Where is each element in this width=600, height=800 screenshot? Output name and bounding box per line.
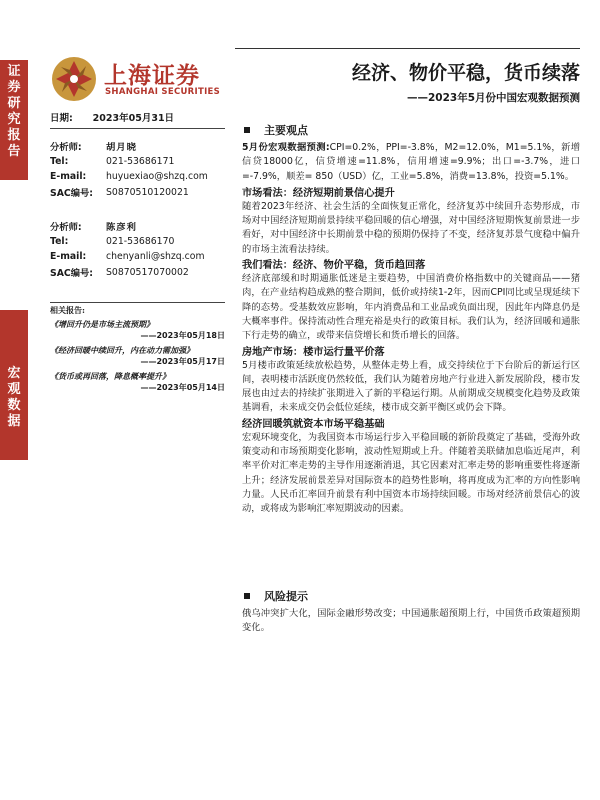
section-market-view-heading: 市场看法：经济短期前景信心提升 — [242, 186, 395, 199]
analyst-email[interactable]: huyuexiao@shzq.com — [106, 171, 208, 183]
key-points-title: 主要观点 — [264, 124, 308, 137]
key-points-heading — [242, 122, 580, 138]
logo-name-cn: 上海证券 — [104, 63, 200, 89]
analyst-block-2 — [50, 218, 225, 280]
risk-title: 风险提示 — [264, 590, 308, 603]
related-report-title[interactable]: 《货币或再回落，降息概率提升》 — [50, 371, 170, 381]
related-title: 相关报告: — [50, 305, 85, 315]
email-label: E-mail: — [50, 171, 87, 183]
tel-label: Tel: — [50, 235, 69, 247]
related-report-date: ——2023年05月17日 — [140, 357, 225, 366]
analyst-name: 陈彦利 — [106, 221, 137, 233]
analyst-name: 胡月晓 — [106, 141, 137, 153]
related-reports — [50, 305, 225, 397]
side-label-macro-data: 宏观数据 — [7, 366, 21, 429]
risk-section — [242, 588, 580, 636]
related-report-date: ——2023年05月14日 — [140, 383, 225, 392]
analyst-label: 分析师: — [50, 221, 82, 233]
square-bullet-icon — [244, 593, 250, 599]
section-market-view-text: 随着2023年经济、社会生活的全面恢复正常化，经济复苏中续回升态势形成，市场对中国经济短期前景持续平稳回暖的信心增强，对中国经济短期恢复前景进一步看好，对中国经济中长期前景中稳的预期仍保持了不变，经济复苏景气度稳中偏升的市场主流看法持续。 — [242, 200, 580, 255]
section-capital-market-heading: 经济回暖筑就资本市场平稳基础 — [242, 417, 385, 430]
side-label-research-report: 证券研究报告 — [7, 64, 21, 159]
date-value: 2023年05月31日 — [92, 113, 175, 124]
risk-heading — [242, 588, 580, 604]
forecast-summary — [242, 141, 580, 184]
analyst-block-1 — [50, 138, 225, 200]
risk-text: 俄乌冲突扩大化，国际金融形势改变；中国通胀超预期上行，中国货币政策超预期变化。 — [242, 608, 580, 634]
section-real-estate-heading: 房地产市场：楼市运行量平价落 — [242, 345, 385, 358]
side-strip — [0, 0, 28, 800]
company-logo — [50, 55, 221, 105]
logo-name-en: SHANGHAI SECURITIES — [105, 87, 221, 97]
analyst-sac: S0870510120021 — [106, 186, 189, 198]
section-capital-market-text: 宏观环境变化，为我国资本市场运行步入平稳回暖的新阶段奠定了基础，受海外政策变动和市场预期变化影响，波动性短期或上升。伴随着美联储加息临近尾声，利率平价对汇率走势的主导作用逐渐消退，其它因素对汇率走势的影响重要性将逐渐上升；经济发展前景差异对国际资本的趋势性影响，将再度成为汇率的方向性影响力量。人民币汇率回升前景有利中国资本市场持续回暖。市场对经济前景信心的波动，或将成为影响汇率短期波动的因素。 — [242, 431, 580, 515]
main-content — [242, 122, 580, 517]
date-label: 日期: — [50, 113, 73, 124]
related-report-date: ——2023年05月18日 — [140, 331, 225, 340]
sac-label: SAC编号: — [50, 188, 94, 200]
tel-label: Tel: — [50, 155, 69, 167]
shanghai-securities-logo-icon — [50, 55, 98, 103]
related-report-title[interactable]: 《经济回暖中续回升，内在动力需加强》 — [50, 345, 194, 355]
date-divider — [50, 128, 225, 129]
forecast-text: CPI=0.2%，PPI=-3.8%，M2=12.0%，M1=5.1%，新增信贷18000亿，信贷增速=11.8%，信用增速=9.9%；出口=-3.7%，进口=-7.9%，顺差= 850（USD）亿，工业=5.8%，消费=13.8%，投资=5.1%。 — [242, 142, 581, 182]
section-our-view-text: 经济底部缓和时期通胀低迷是主要趋势，中国消费价格指数中的关键商品——猪肉，在产业结构趋成熟的整合期间，低价或持续1-2年，因而CPI同比或呈现延续下降的态势。受基数效应影响，年内消费品和工业品或负面出现，因此年内降息仍是大概率事件。保持流动性合理充裕是央行的政策目标。我们认为，经济回暖和通胀下行走势的确立，或带来信贷增长和货币增长的回落。 — [242, 273, 580, 342]
analyst-label: 分析师: — [50, 141, 82, 153]
related-divider — [50, 302, 225, 303]
section-our-view-heading: 我们看法：经济、物价平稳，货币趋回落 — [242, 259, 426, 272]
report-title: 经济、物价平稳，货币续落 — [351, 62, 580, 84]
sac-label: SAC编号: — [50, 268, 94, 280]
section-real-estate-text: 5月楼市政策延续放松趋势，从整体走势上看，成交持续位于下台阶后的新运行区间，表明楼市活跃度仍然较低，我们认为随着房地产行业进入新发展阶段，楼市发展也由过去的持续扩张期进入了新的平稳运行期。从前期成交规模变化趋势及政策基调看，未来成交仍会低位延续，楼市成交新平衡区或仍会下降。 — [242, 359, 580, 414]
analyst-tel: 021-53686171 — [106, 155, 175, 167]
report-subtitle: ——2023年5月份中国宏观数据预测 — [406, 92, 580, 104]
analyst-email[interactable]: chenyanli@shzq.com — [106, 251, 205, 263]
square-bullet-icon — [244, 127, 250, 133]
report-date — [50, 110, 225, 124]
analyst-tel: 021-53686170 — [106, 235, 175, 247]
forecast-label: 5月份宏观数据预测: — [242, 142, 330, 153]
email-label: E-mail: — [50, 251, 87, 263]
title-rule — [235, 48, 580, 49]
related-report-title[interactable]: 《增回升仍是市场主流预期》 — [50, 319, 154, 329]
analyst-sac: S0870517070002 — [106, 266, 189, 278]
